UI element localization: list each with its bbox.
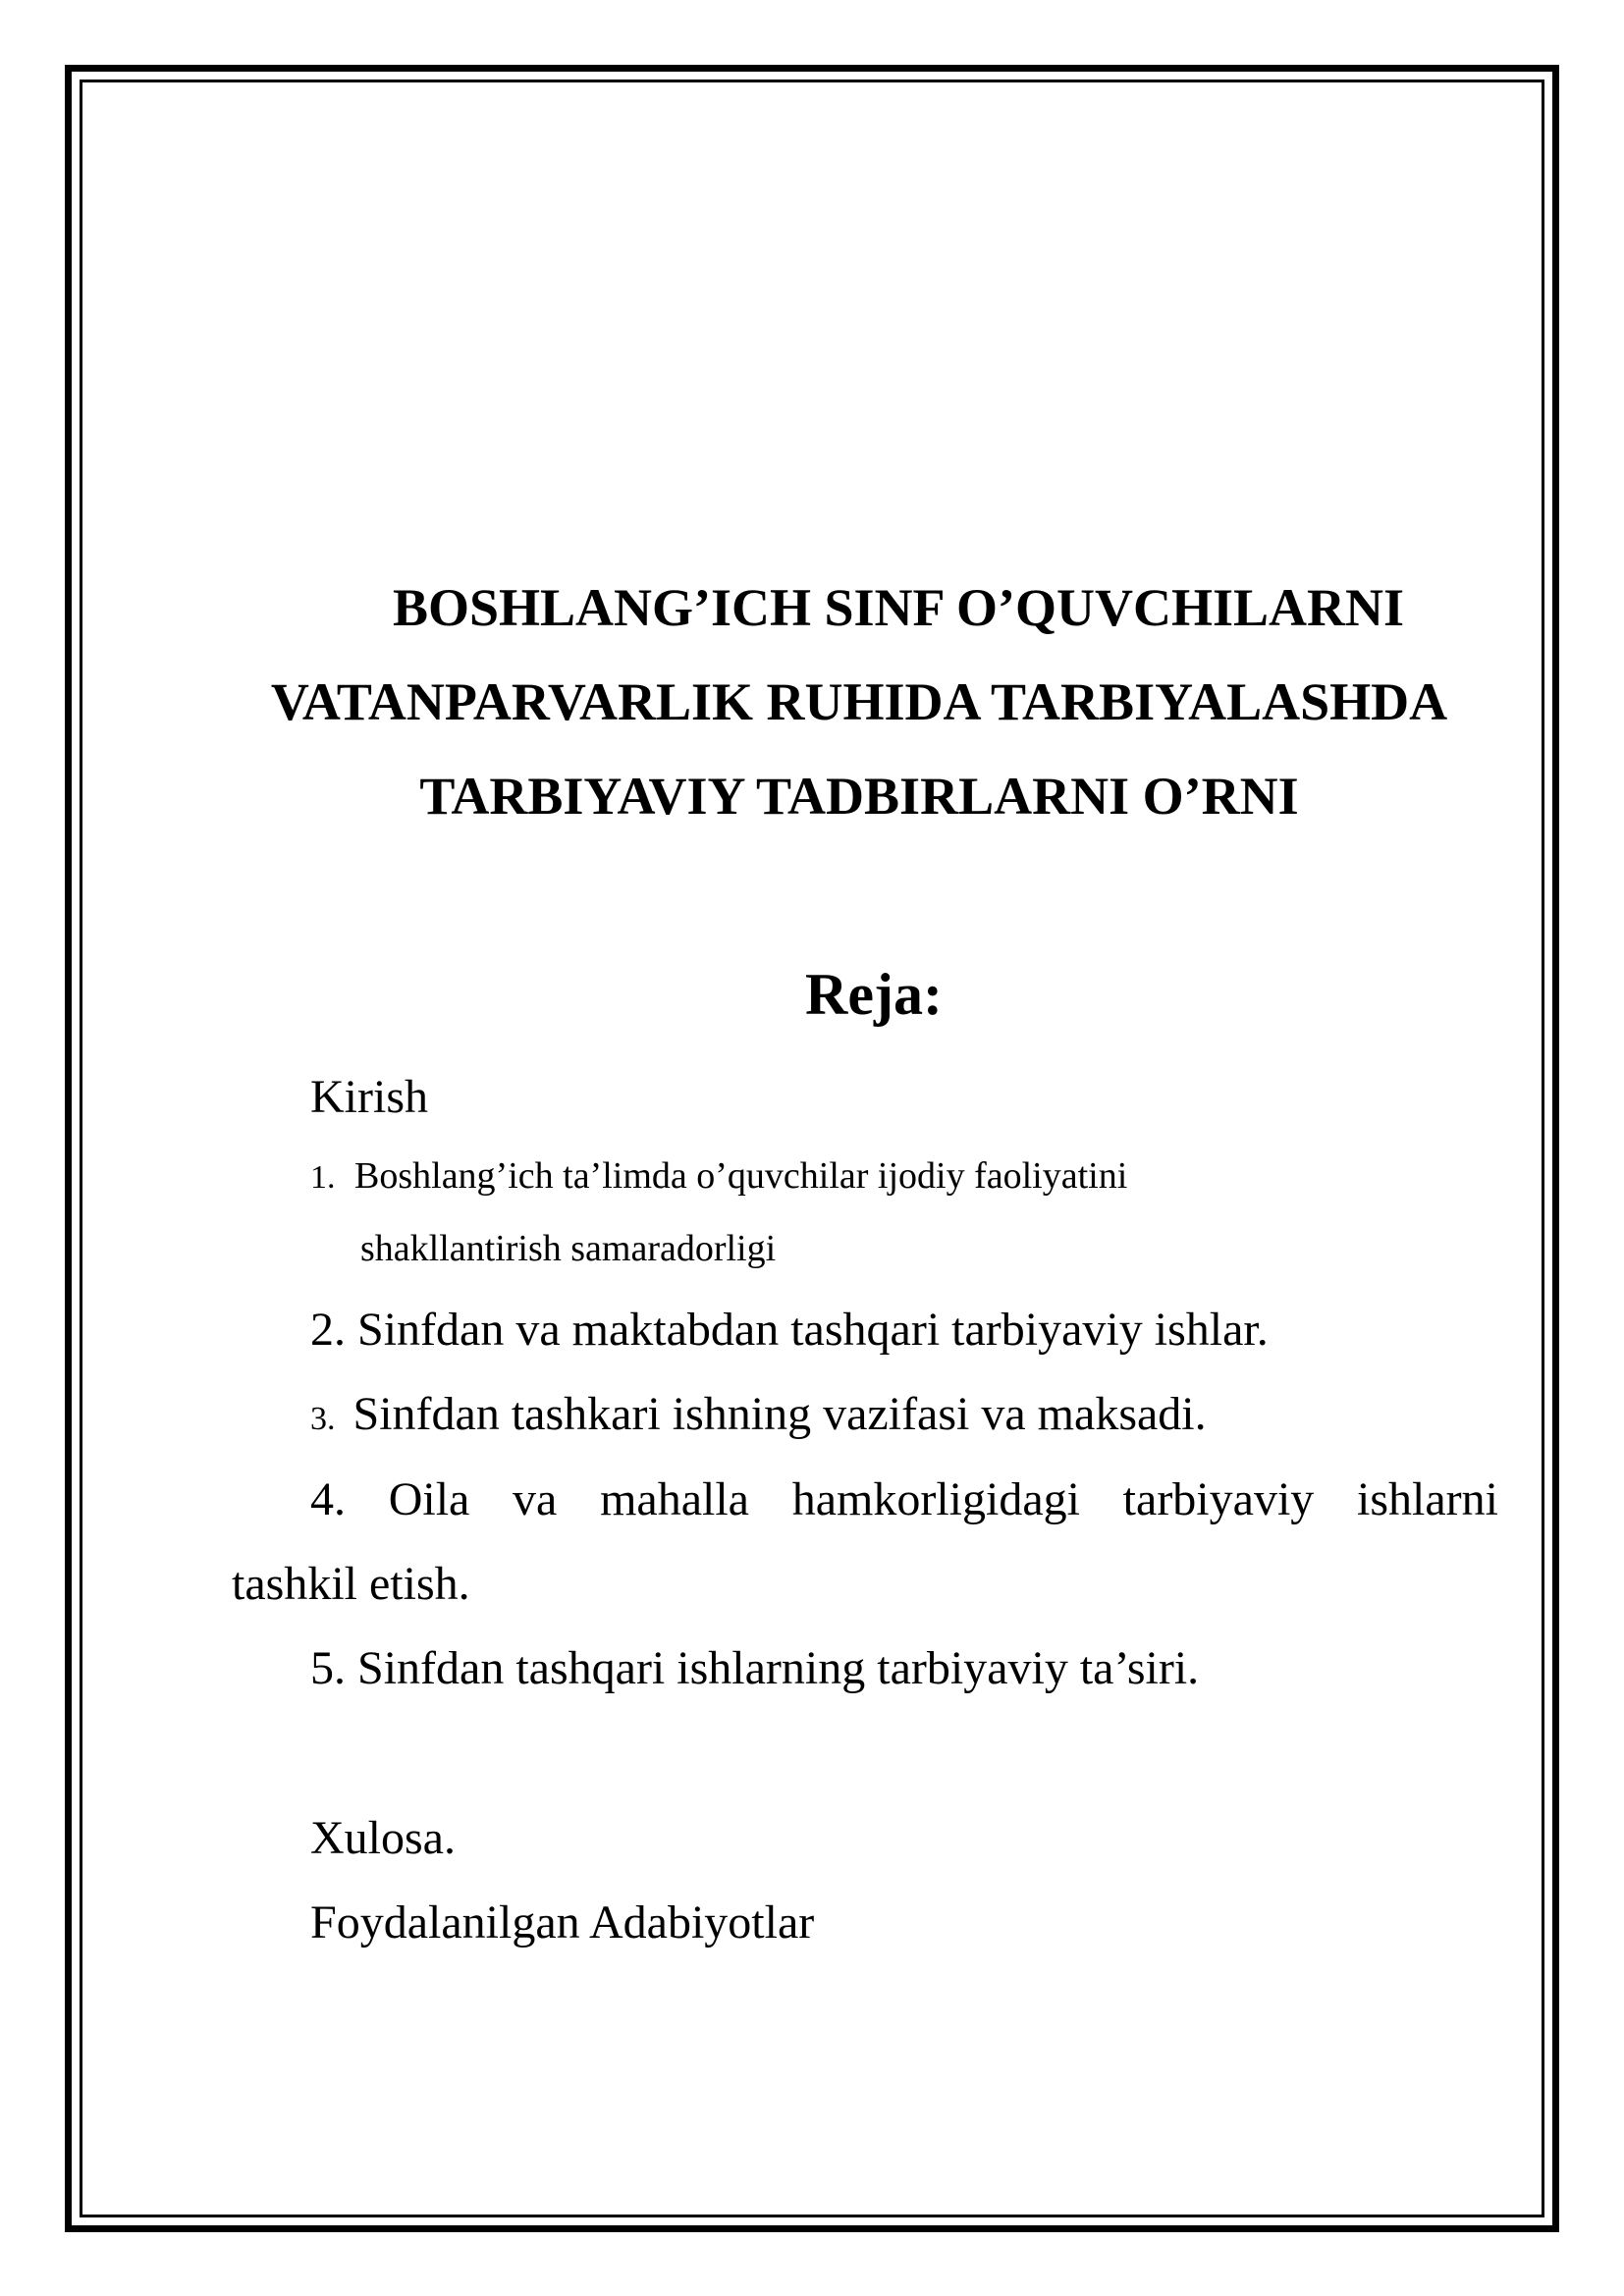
item-text: Sinfdan tashkari ishning vazifasi va maksadi. [352,1388,1207,1440]
item-text: Sinfdan tashqari ishlarning tarbiyaviy ta’siri. [357,1642,1200,1694]
item-word: va [513,1473,558,1525]
item-number: 1. [310,1159,336,1196]
item-word: Oila [388,1473,470,1525]
title-line: BOSHLANG’ICH SINF O’QUVCHILARNI [392,578,1405,637]
item-number: 5. [310,1642,346,1694]
document-title [196,561,1522,843]
item-word: ishlarni [1356,1473,1498,1525]
list-item [310,1470,1498,1529]
item-word: mahalla [600,1473,749,1525]
title-line: VATANPARVARLIK RUHIDA TARBIYALASHDA [270,672,1448,731]
item-word: hamkorligidagi [791,1473,1080,1525]
conclusion-item: Xulosa. [310,1812,456,1864]
title-line: TARBIYAVIY TADBIRLARNI O’RNI [419,767,1299,826]
references-item: Foydalanilgan Adabiyotlar [310,1896,815,1949]
list-item [310,1152,1127,1201]
list-item [310,1301,1269,1360]
item-number: 4. [310,1473,346,1525]
item-text: Sinfdan va maktabdan tashqari tarbiyaviy ishlar. [357,1304,1269,1356]
item-text-continued: shakllantirish samaradorligi [360,1228,777,1269]
list-item [310,1385,1207,1449]
item-number: 3. [310,1401,336,1437]
item-number: 2. [310,1304,346,1356]
plan-heading: Reja: [805,962,943,1027]
item-word: tarbiyaviy [1122,1473,1315,1525]
item-text: Boshlang’ich ta’limda o’quvchilar ijodiy faoliyatini [354,1155,1128,1197]
intro-item: Kirish [310,1071,428,1123]
item-text-continued: tashkil etish. [232,1558,470,1610]
list-item [310,1639,1199,1698]
